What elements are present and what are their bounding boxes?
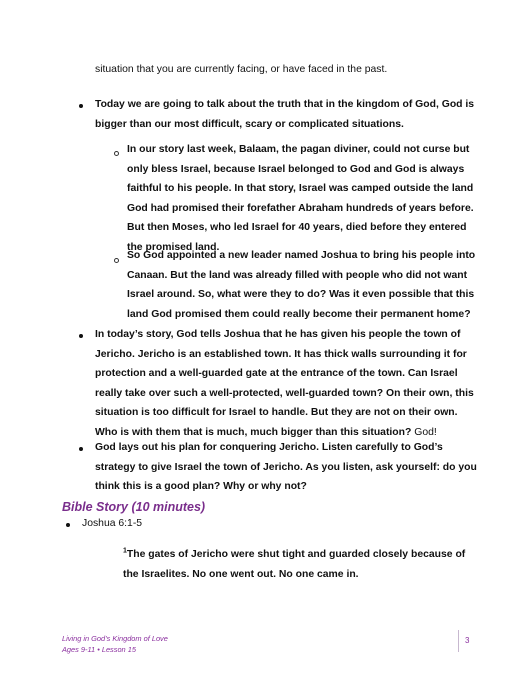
bullet-truth-of-kingdom: Today we are going to talk about the truth that in the kingdom of God, God is bigger than our most difficult, scary or complicated situations.	[95, 99, 475, 130]
sub-bullet-balaam-story: In our story last week, Balaam, the pagan diviner, could not curse but only bless Israel, because Israel belonged to God and God is always faithful to his people. In that story, Israel was camped outside the land God had promised their forefather Abraham hundreds of years before. But then Moses, who led Israel for 40 years, died before they entered the promised land.	[127, 144, 474, 253]
section-heading-bible-story: Bible Story (10 minutes)	[62, 500, 206, 514]
footer-course-info	[62, 633, 168, 655]
bullet-dot	[79, 334, 83, 338]
bullet-todays-story-bold: In today’s story, God tells Joshua that he has given his people the town of Jericho. Jericho is an established town. It has thick walls surrounding it for protection and a well-guarded gate at the entrance of the town. Can Israel really take over such a well-protected, well-guarded town? On their own, this situation is too difficult for Israel to handle. But they are not on their own. Who is with them that is much, much bigger than this situation?	[95, 329, 474, 438]
scripture-reference: Joshua 6:1-5	[82, 518, 143, 529]
verse-number: 1	[123, 547, 127, 555]
bullet-dot	[79, 104, 83, 108]
bullet-dot	[66, 523, 70, 527]
footer-course-lesson: Ages 9-11 • Lesson 15	[62, 645, 136, 654]
bullet-dot	[79, 447, 83, 451]
verse-text	[123, 545, 468, 584]
footer-course-title: Living in God’s Kingdom of Love	[62, 634, 168, 643]
bullet-todays-story-tail: God!	[411, 426, 437, 438]
page-number: 3	[465, 636, 470, 645]
verse-body: The gates of Jericho were shut tight and guarded closely because of the Israelites. No one went out. No one came in.	[123, 549, 466, 580]
sub-bullet-circle	[114, 258, 119, 263]
sub-bullet-joshua-appointed: So God appointed a new leader named Joshua to bring his people into Canaan. But the land was already filled with people who did not want Israel around. So, what were they to do? Was it even possible that this land God promised them could really become their permanent home?	[127, 250, 476, 320]
bullet-todays-story	[95, 325, 480, 443]
intro-tail-text: situation that you are currently facing, or have faced in the past.	[95, 64, 388, 75]
sub-bullet-circle	[114, 151, 119, 156]
bullet-gods-plan: God lays out his plan for conquering Jericho. Listen carefully to God’s strategy to give Israel the town of Jericho. As you listen, ask yourself: do you think this is a good plan? Why or why not?	[95, 442, 477, 493]
footer-divider	[458, 630, 459, 652]
